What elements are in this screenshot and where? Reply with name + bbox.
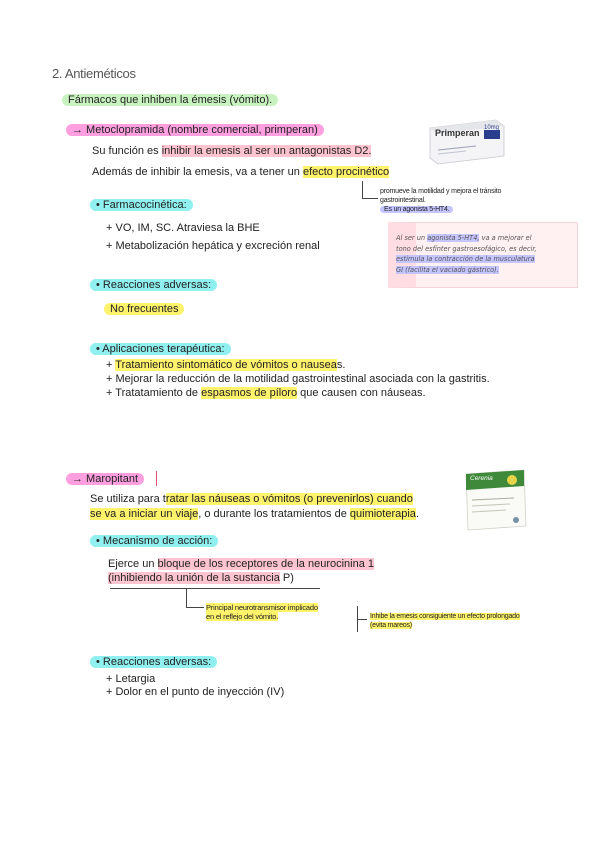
drug1-pk-heading-text: • Farmacocinética:: [90, 199, 193, 211]
drug2-adverse-item-2: + Dolor en el punto de inyección (IV): [106, 686, 285, 698]
drug2-use-hl1: ratar las náuseas o vómitos (o prevenirlos) cuando: [165, 493, 413, 505]
note-a-line2: en el reflejo del vómito.: [206, 612, 279, 621]
drug2-adverse-heading-text: • Reacciones adversas:: [90, 656, 217, 668]
apps-item3-hl: espasmos de píloro: [201, 387, 298, 399]
drug2-mech-heading: [90, 535, 218, 547]
drug1-function: [92, 145, 371, 157]
section-title: 2. Antieméticos: [52, 66, 136, 81]
drug1-extra-hl: efecto procinético: [302, 166, 390, 178]
side-connector-vertical: [362, 181, 363, 199]
drug2-use-hl3: quimioterapia: [349, 508, 416, 520]
drug2-use-mid: , o durante los tratamientos de: [198, 508, 350, 520]
note-b-connector-horizontal: [357, 619, 367, 620]
drug1-adverse-heading-text: • Reacciones adversas:: [90, 279, 217, 291]
drug1-function-pre: Su función es: [92, 145, 162, 157]
intro-text: Fármacos que inhiben la émesis (vómito).: [62, 94, 278, 106]
note-b-line2: (evita mareos): [370, 622, 412, 629]
drug2-use-post: .: [415, 508, 419, 520]
apps-item3-post: que causen con náuseas.: [297, 387, 426, 399]
drug2-mech-pre: Ejerce un: [108, 558, 158, 570]
side-connector-horizontal: [362, 198, 378, 199]
drug2-use-line2: [90, 508, 419, 520]
drug1-apps-item-3: [106, 387, 426, 399]
primperan-box-brand: Primperan: [435, 128, 480, 138]
drug2-mech-line1: [108, 558, 374, 570]
drug2-mech-line2: [108, 572, 294, 584]
drug2-note-b: [370, 612, 520, 630]
apps-item3-pre: + Tratatamiento de: [106, 387, 202, 399]
side-note-line1: promueve la motilidad y mejora el tránsito: [380, 188, 502, 195]
drug2-adverse-heading: [90, 656, 217, 668]
mech-connector-vertical: [186, 588, 187, 608]
drug2-mech-hl1: bloque de los receptores de la neurocinina 1: [157, 558, 375, 570]
drug1-heading-text: → Metoclopramida (nombre comercial, primperan): [66, 124, 324, 136]
apps-item1-pre: +: [106, 359, 116, 371]
apps-item1-hl: Tratamiento sintomático de vómitos o nausea: [115, 359, 337, 371]
handnote-line3: estimula la contracción de la musculatura: [396, 255, 535, 263]
drug1-extra: [92, 166, 389, 178]
drug1-apps-heading-text: • Aplicaciones terapéutica:: [90, 343, 231, 355]
drug2-use-line1: [90, 493, 413, 505]
drug1-extra-pre: Además de inhibir la emesis, va a tener un: [92, 166, 303, 178]
handnote-line1-hl: agonista 5-HT4,: [427, 234, 480, 242]
note-a-line1: Principal neurotransmisor implicado: [206, 603, 318, 612]
drug1-adverse-item: [104, 303, 184, 315]
drug1-pk-item-1: + VO, IM, SC. Atraviesa la BHE: [106, 222, 260, 234]
intro-line: [62, 94, 278, 106]
cerenia-box-brand: Cerenia: [470, 475, 493, 482]
drug1-apps-heading: [90, 343, 231, 355]
apps-item1-post: s.: [336, 359, 346, 371]
drug2-heading-text: → Maropitant: [66, 473, 144, 485]
handnote-line1-pre: Al ser un: [396, 234, 428, 242]
drug1-adverse-item-text: No frecuentes: [104, 303, 184, 315]
drug2-mech-hl2: (inhibiendo la unión de la sustancia: [108, 572, 280, 584]
drug1-pk-item-2: + Metabolización hepática y excreción renal: [106, 240, 320, 252]
mech-underline: [110, 588, 320, 589]
handnote-line4: GI (facilita el vaciado gástrico).: [396, 265, 499, 274]
drug1-heading: [66, 124, 324, 136]
side-note-line2: gastrointestinal.: [380, 197, 426, 204]
primperan-box-dose: 10mg: [484, 125, 500, 131]
primperan-box-image: [426, 116, 506, 166]
drug2-adverse-item-1: + Letargia: [106, 673, 156, 685]
drug2-use-hl2: se va a iniciar un viaje: [90, 508, 199, 520]
cerenia-box-image: [464, 468, 528, 532]
drug1-function-hl: inhibir la emesis al ser un antagonistas D2.: [161, 145, 372, 157]
drug1-adverse-heading: [90, 279, 217, 291]
drug2-use-pre: Se utiliza para t: [90, 493, 166, 505]
drug1-side-note: [380, 187, 501, 214]
mech-connector-horizontal: [186, 607, 204, 608]
drug2-heading: [66, 473, 144, 485]
drug2-mech-post: P): [279, 572, 294, 584]
drug1-apps-item-2: + Mejorar la reducción de la motilidad gastrointestinal asociada con la gastritis.: [106, 373, 490, 385]
drug1-pk-heading: [90, 199, 193, 211]
handnote-line1-post: va a mejorar el: [479, 234, 532, 242]
note-b-line1: Inhibe la emesis consiguiente un efecto prolongado: [370, 613, 520, 620]
side-note-line3: Es un agonista 5-HT4.: [380, 206, 453, 213]
handnote-line2: tono del esfínter gastroesofágico, es decir,: [396, 244, 537, 253]
drug1-apps-item-1: [106, 359, 345, 371]
drug2-mech-heading-text: • Mecanismo de acción:: [90, 535, 218, 547]
drug2-note-a: [206, 603, 318, 621]
drug2-heading-mark: [156, 471, 157, 486]
drug1-handnote: [396, 233, 537, 275]
